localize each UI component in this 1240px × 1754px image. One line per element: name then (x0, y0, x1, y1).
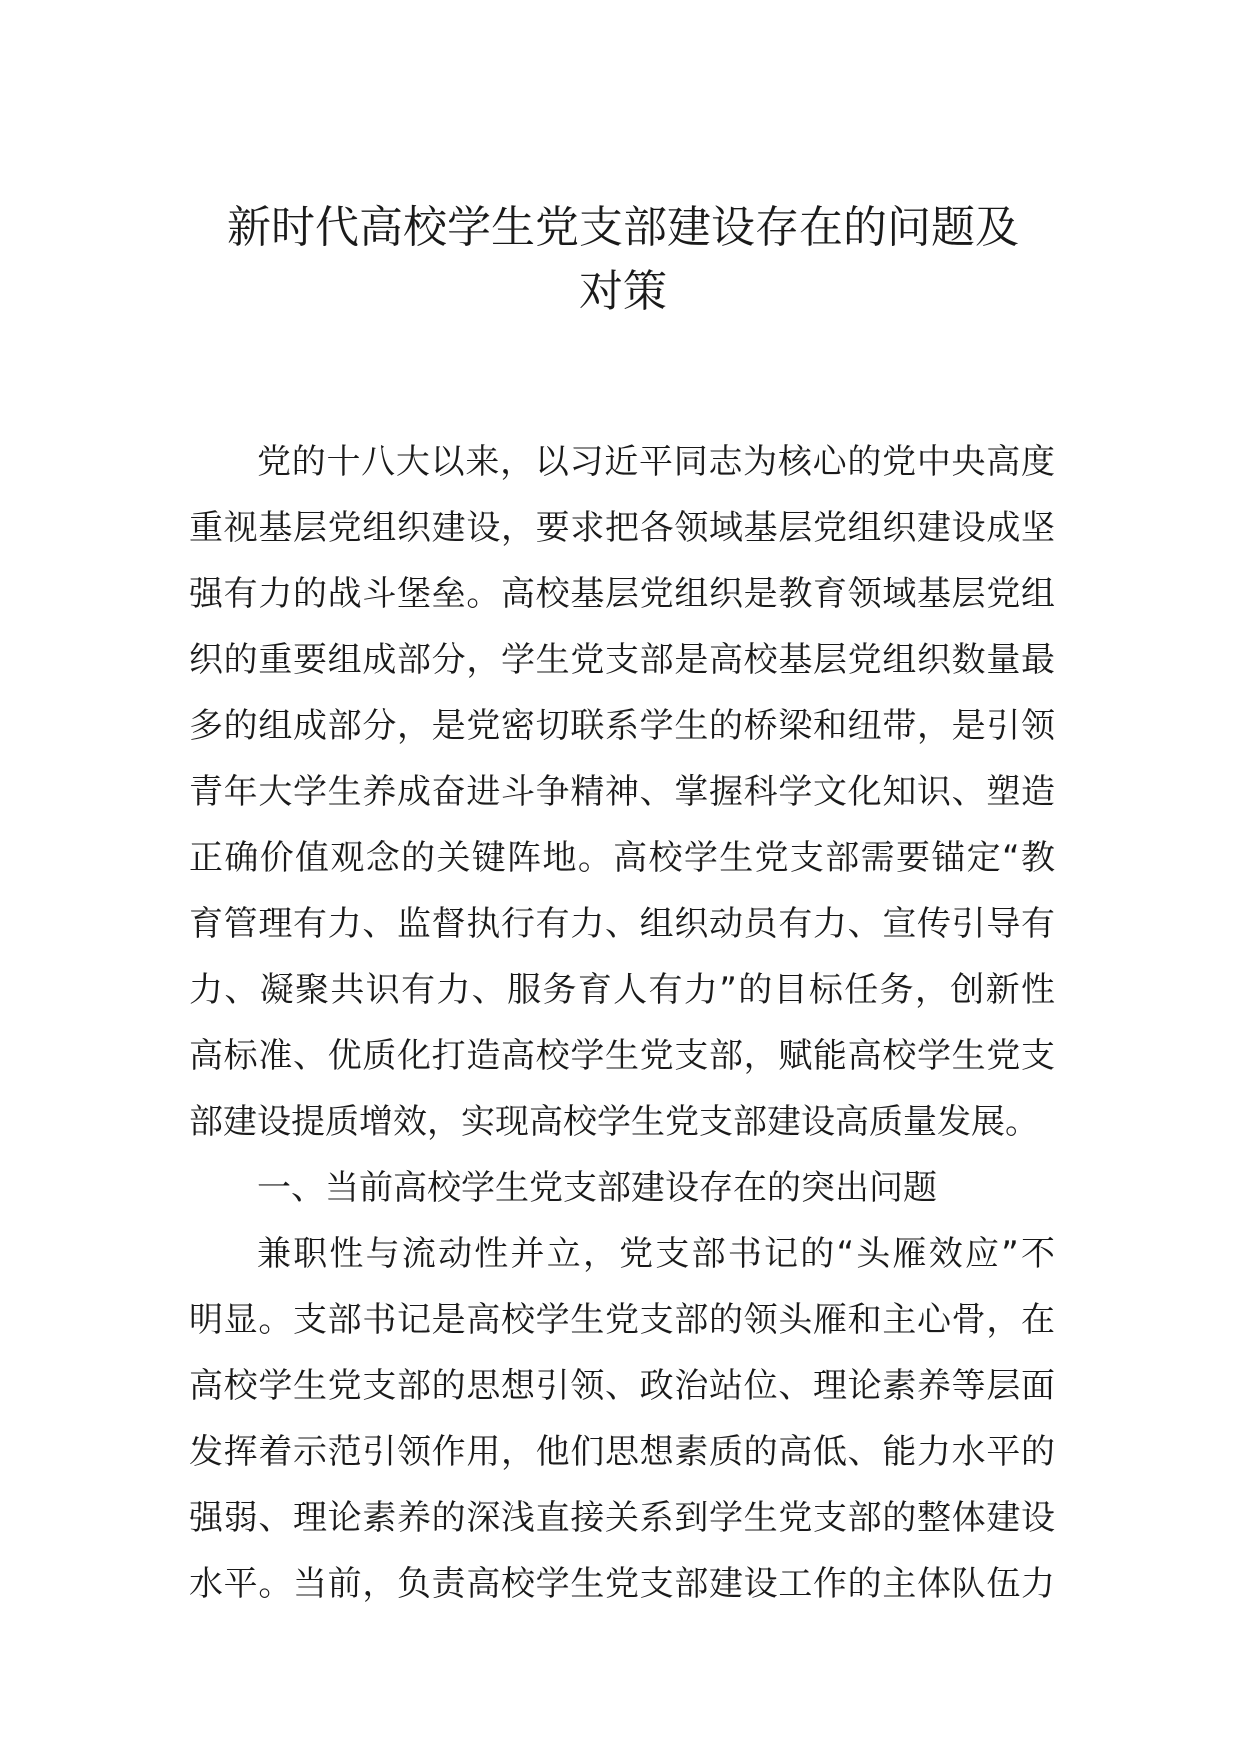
paragraph-1-line: 党的十八大以来，以习近平同志为核心的党中央高度 (257, 442, 1055, 482)
paragraph-2-line: 高校学生党支部的思想引领、政治站位、理论素养等层面 (189, 1366, 1055, 1406)
title-line-1: 新时代高校学生党支部建设存在的问题及 (227, 202, 1019, 253)
paragraph-1-line: 强有力的战斗堡垒。高校基层党组织是教育领域基层党组 (189, 574, 1055, 614)
paragraph-1-line: 正确价值观念的关键阵地。高校学生党支部需要锚定“教 (189, 838, 1055, 878)
paragraph-2-line: 兼职性与流动性并立，党支部书记的“头雁效应”不 (257, 1234, 1055, 1274)
paragraph-1-line: 部建设提质增效，实现高校学生党支部建设高质量发展。 (189, 1102, 1039, 1142)
document-body (189, 429, 1055, 1617)
paragraph-2-line: 强弱、理论素养的深浅直接关系到学生党支部的整体建设 (189, 1498, 1055, 1538)
paragraph-2-line: 明显。支部书记是高校学生党支部的领头雁和主心骨，在 (189, 1300, 1055, 1340)
paragraph-2-line: 发挥着示范引领作用，他们思想素质的高低、能力水平的 (189, 1432, 1055, 1472)
section-heading: 一、当前高校学生党支部建设存在的突出问题 (257, 1168, 937, 1208)
paragraph-1-line: 育管理有力、监督执行有力、组织动员有力、宣传引导有 (189, 904, 1055, 944)
paragraph-1-line: 重视基层党组织建设，要求把各领域基层党组织建设成坚 (189, 508, 1055, 548)
title-line-2: 对策 (579, 266, 667, 317)
paragraph-1-line: 织的重要组成部分，学生党支部是高校基层党组织数量最 (189, 640, 1055, 680)
paragraph-1-line: 高标准、优质化打造高校学生党支部，赋能高校学生党支 (189, 1036, 1055, 1076)
paragraph-1-line: 多的组成部分，是党密切联系学生的桥梁和纽带，是引领 (189, 706, 1055, 746)
paragraph-1-line: 青年大学生养成奋进斗争精神、掌握科学文化知识、塑造 (189, 772, 1055, 812)
paragraph-2-line: 水平。当前，负责高校学生党支部建设工作的主体队伍力 (189, 1564, 1055, 1604)
paragraph-1-line: 力、凝聚共识有力、服务育人有力”的目标任务，创新性 (189, 970, 1055, 1010)
document-title (190, 196, 1056, 324)
